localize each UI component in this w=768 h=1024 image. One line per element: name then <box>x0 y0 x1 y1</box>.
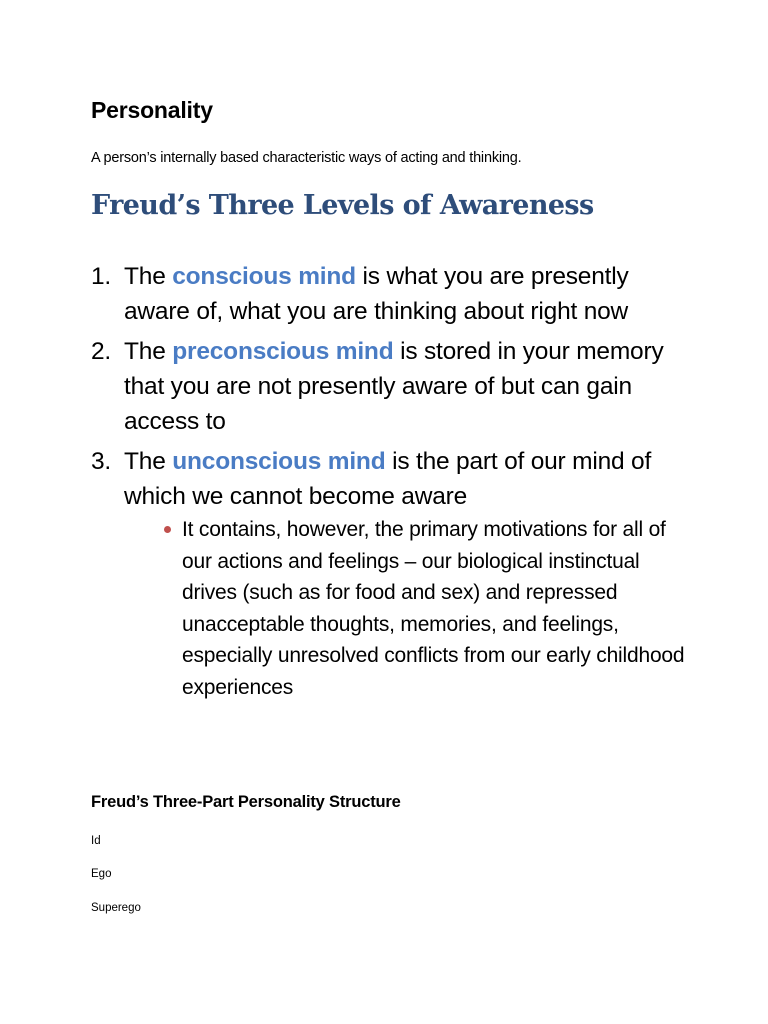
list-number: 2. <box>91 338 112 365</box>
bullet-dot-icon <box>164 526 171 533</box>
list-number: 3. <box>91 448 112 475</box>
structure-heading: Freud’s Three-Part Personality Structure <box>91 793 401 811</box>
structure-part-ego: Ego <box>91 868 112 880</box>
list-item <box>91 334 691 439</box>
unconscious-sublist <box>124 514 691 703</box>
level-description: is the part of our mind of which we cannot become aware <box>124 448 652 510</box>
list-item <box>91 259 691 329</box>
list-item <box>91 444 691 703</box>
level-prefix: The <box>124 338 173 365</box>
level-term: conscious mind <box>172 263 356 290</box>
bullet-text: It contains, however, the primary motivations for all of our actions and feelings – our biological instinctual drives (such as for food and sex) and repressed unacceptable thoughts, memories, and feelings, especially unresolved conflicts from our early childhood experiences <box>182 518 685 699</box>
personality-heading: Personality <box>91 97 213 123</box>
awareness-section-title: Freud’s Three Levels of Awareness <box>91 190 594 221</box>
sub-list-item <box>124 514 691 703</box>
level-description: is what you are presently aware of, what you are thinking about right now <box>124 263 629 325</box>
level-prefix: The <box>124 448 173 475</box>
level-prefix: The <box>124 263 173 290</box>
structure-part-id: Id <box>91 835 101 847</box>
list-number: 1. <box>91 263 112 290</box>
level-term: preconscious mind <box>172 338 394 365</box>
level-description: is stored in your memory that you are not presently aware of but can gain access to <box>124 338 664 435</box>
structure-part-superego: Superego <box>91 902 141 914</box>
awareness-levels-list <box>91 259 691 708</box>
level-term: unconscious mind <box>172 448 386 475</box>
personality-definition: A person’s internally based characteristic ways of acting and thinking. <box>91 150 522 166</box>
